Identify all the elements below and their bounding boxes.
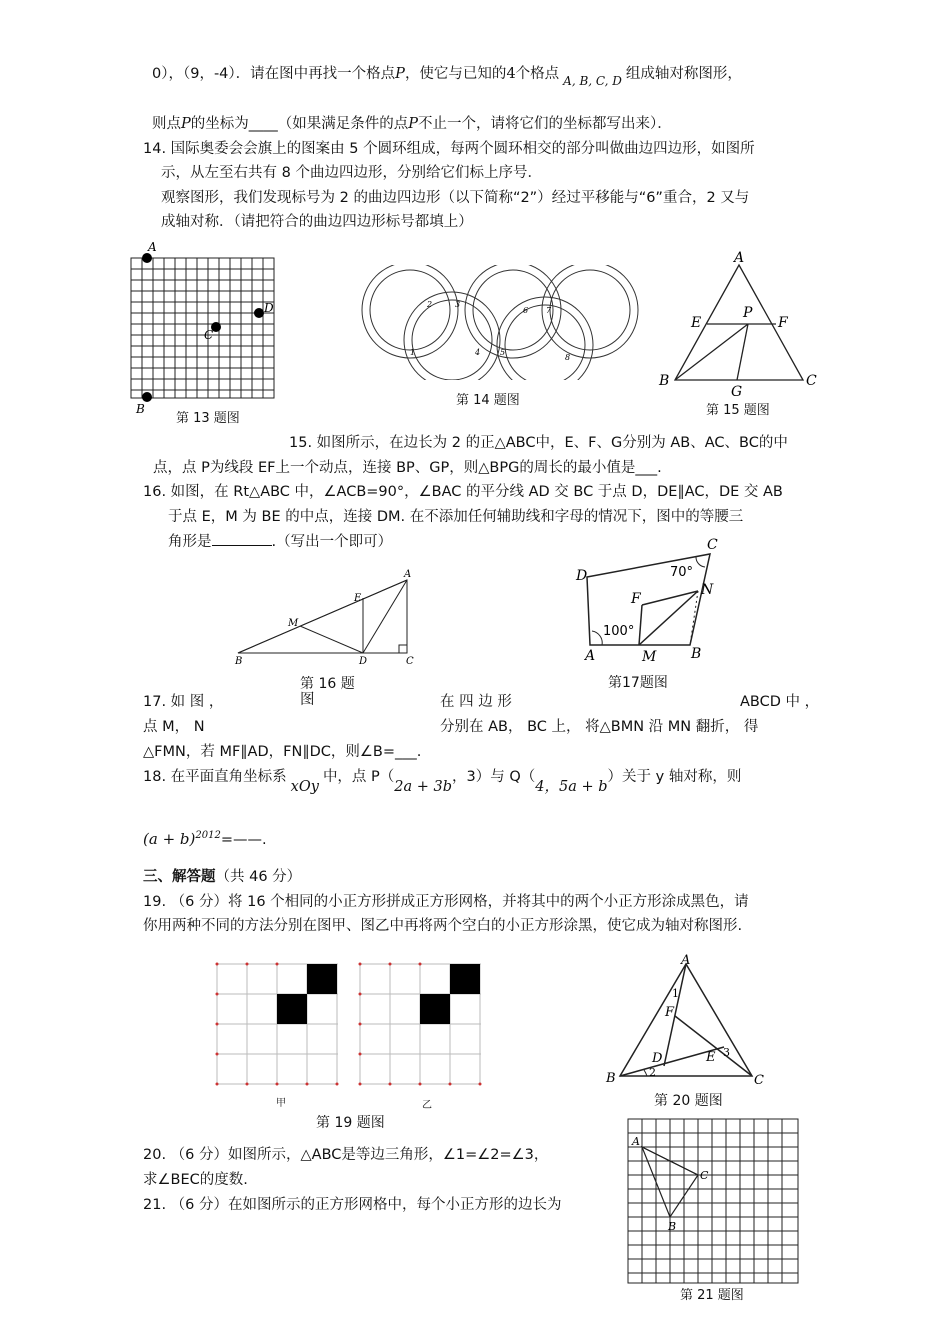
q17-line2-b: 分别在 AB， BC 上， 将△BMN 沿 MN 翻折， 得: [440, 719, 759, 735]
q18-exp: 2012: [195, 830, 221, 841]
q21-line1: 21. （6 分）在如图所示的正方形网格中，每个小正方形的边长为: [143, 1197, 562, 1213]
q13-label-d: D: [264, 301, 274, 315]
q17-line2-a: 点 M， N: [143, 719, 205, 735]
q16-label-m: M: [288, 618, 299, 629]
q13-line1: [152, 64, 742, 88]
section3-title: 三、解答题: [143, 869, 216, 885]
q14-line2: 示，从左至右共有 8 个曲边四边形，分别给它们标上序号．: [161, 165, 542, 181]
q17-label-a: A: [585, 648, 596, 664]
q13-point-a: [142, 253, 152, 263]
q20-label-c: C: [754, 1073, 764, 1088]
q15-label-c: C: [806, 373, 817, 389]
q18-text: ）关于 y 轴对称，则: [607, 769, 742, 785]
q21-label-b: B: [668, 1220, 677, 1233]
q19-jia-black-cell: [307, 964, 337, 994]
q16-line1: 16. 如图，在 Rt△ABC 中，∠ACB=90°，∠BAC 的平分线 AD 交 BC 于点 D，DE∥AC，DE 交 AB: [143, 484, 783, 500]
q13-text: 组成轴对称图形，: [625, 66, 742, 82]
q20-label-e: E: [706, 1050, 716, 1065]
q15-label-e: E: [691, 315, 702, 331]
q20-line2: 求∠BEC的度数.: [143, 1172, 248, 1188]
q17-caption: 第17题图: [608, 675, 668, 691]
q18-line1: [143, 767, 742, 795]
q17-line1-a: 17. 如 图 ，: [143, 694, 224, 710]
q14-num-1: 1: [410, 348, 416, 357]
q15-label-g: G: [731, 384, 743, 397]
q19-label-yi: 乙: [422, 1100, 432, 1111]
q20-angle-2: 2: [649, 1066, 656, 1079]
q13-text: 0），（9，-4）．请在图中再找一个格点: [152, 66, 396, 82]
q13-caption: 第 13 题图: [176, 411, 240, 426]
q19-grid-yi: [357, 960, 485, 1090]
q14-line3: 观察图形，我们发现标号为 2 的曲边四边形（以下简称“2”）经过平移能与“6”重合，2 又与: [161, 190, 750, 206]
q19-caption: 第 19 题图: [316, 1115, 385, 1131]
q19-yi-black-cell: [420, 994, 450, 1024]
q17-label-f: F: [631, 591, 641, 607]
q17-quadrilateral-figure: [572, 537, 732, 667]
q17-line1-b: 图: [300, 692, 315, 708]
q16-label-a: A: [404, 569, 412, 580]
q15-caption: 第 15 题图: [706, 403, 770, 418]
q15-line2: 点，点 P为线段 EF上一个动点，连接 BP、GP，则△BPG的周长的最小值是___.: [153, 460, 662, 476]
q21-grid-figure: [626, 1117, 802, 1287]
section3-heading: [143, 867, 301, 887]
q13-text: 个格点: [515, 66, 560, 82]
q15-label-a: A: [734, 250, 745, 266]
q16-text: 角形是: [168, 534, 212, 550]
q21-label-a: A: [632, 1135, 640, 1148]
q13-text: ，使它与已知的: [404, 66, 507, 82]
q16-text: .（写出一个即可）: [271, 534, 393, 550]
q19-line2: 你用两种不同的方法分别在图甲、图乙中再将两个空白的小正方形涂黑，使它成为轴对称图形.: [143, 918, 743, 934]
q17-line1-d: ABCD 中 ，: [740, 694, 820, 710]
q21-caption: 第 21 题图: [680, 1288, 744, 1303]
q15-triangle-figure: [655, 247, 825, 397]
q16-triangle-figure: [230, 565, 425, 670]
q20-caption: 第 20 题图: [654, 1093, 723, 1109]
q17-label-n: N: [701, 582, 714, 598]
q19-grid-jia: [214, 960, 342, 1090]
q17-line1-c: 在 四 边 形: [440, 694, 512, 710]
q14-num-2: 2: [427, 300, 433, 309]
q16-caption: 第 16 题: [300, 676, 355, 692]
q13-text: 不止一个，请将它们的坐标都写出来）．: [418, 116, 672, 132]
q13-grid-figure: [125, 240, 285, 420]
q16-label-c: C: [406, 656, 414, 667]
q14-num-8: 8: [565, 353, 571, 362]
q19-line1: 19. （6 分）将 16 个相同的小正方形拼成正方形网格，并将其中的两个小正方形涂成黑色，请: [143, 894, 749, 910]
q18-text: ，3）与 Q（: [452, 769, 536, 785]
q20-triangle-figure: [602, 950, 772, 1090]
q14-num-6: 6: [523, 306, 529, 315]
q14-rings-figure: [350, 265, 640, 380]
q14-caption: 第 14 题图: [456, 393, 520, 408]
q13-points-label: A, B, C, D: [563, 74, 622, 88]
q20-angle-1: 1: [672, 987, 679, 1000]
q13-point-p: P: [408, 116, 419, 132]
q14-num-3: 3: [455, 300, 461, 309]
q13-text: 的坐标为____（如果满足条件的点: [190, 116, 409, 132]
q13-point-p: P: [181, 116, 191, 132]
q17-angle-a: 100°: [603, 624, 635, 639]
q14-num-7: 7: [546, 306, 552, 315]
q16-line3: [168, 531, 392, 552]
q20-label-a: A: [681, 953, 691, 968]
q16-line2: 于点 E，M 为 BE 的中点，连接 DM. 在不添加任何辅助线和字母的情况下，图中的等腰三: [168, 509, 744, 525]
q14-num-4: 4: [475, 348, 481, 357]
q13-label-b: B: [136, 402, 145, 416]
q13-point-d: [254, 308, 264, 318]
q14-line4: 成轴对称．（请把符合的曲边四边形标号都填上）: [161, 214, 473, 230]
q20-line1: 20. （6 分）如图所示，△ABC是等边三角形，∠1=∠2=∠3，: [143, 1147, 549, 1163]
q13-grid: [131, 258, 274, 398]
q17-line3: △FMN，若 MF∥AD，FN∥DC，则∠B=___.: [143, 744, 422, 760]
q19-yi-black-cell: [450, 964, 480, 994]
q15-line1: 15. 如图所示，在边长为 2 的正△ABC中，E、F、G分别为 AB、AC、BC的中: [289, 435, 788, 451]
q16-label-d: D: [359, 656, 368, 667]
q18-xoy: xOy: [290, 779, 319, 795]
q15-label-b: B: [659, 373, 670, 389]
q13-point-p: P: [395, 66, 405, 82]
q13-line2: [152, 114, 672, 134]
q14-line1: 14. 国际奥委会会旗上的图案由 5 个圆环组成，每两个圆环相交的部分叫做曲边四边形，如图所: [143, 141, 755, 157]
q17-label-b: B: [691, 646, 702, 662]
q20-label-b: B: [606, 1071, 616, 1086]
q20-angle-3: 3: [723, 1046, 730, 1059]
q16-label-b: B: [235, 656, 243, 667]
q18-text: 中，点 P（: [322, 769, 395, 785]
q16-answer-blank[interactable]: [212, 531, 272, 546]
q13-point-b: [142, 392, 152, 402]
q20-label-d: D: [652, 1051, 663, 1066]
q16-label-e: E: [354, 593, 362, 604]
q13-label-a: A: [148, 240, 157, 254]
q13-text: 则点: [152, 116, 181, 132]
section3-score: （共 46 分）: [215, 869, 302, 885]
q19-jia-black-cell: [277, 994, 307, 1024]
q21-label-c: C: [700, 1169, 709, 1182]
q17-label-d: D: [576, 568, 588, 584]
q14-num-5: 5: [500, 348, 506, 357]
q13-number: 4: [506, 66, 516, 82]
q18-tail: =——.: [220, 831, 267, 848]
q18-p-expr: 2a + 3b: [394, 779, 453, 795]
q18-q-expr: 4，5a + b: [535, 779, 608, 795]
q13-label-c: C: [204, 328, 214, 342]
q17-label-c: C: [707, 537, 718, 553]
q17-label-m: M: [642, 649, 657, 665]
q15-label-p: P: [743, 305, 753, 321]
q20-label-f: F: [665, 1005, 675, 1020]
q18-expr: (a + b): [143, 829, 196, 848]
q19-label-jia: 甲: [276, 1098, 286, 1109]
q17-angle-c: 70°: [670, 565, 694, 580]
q18-text: 18. 在平面直角坐标系: [143, 769, 287, 785]
q18-line2: [143, 826, 267, 850]
q15-label-f: F: [778, 315, 788, 331]
